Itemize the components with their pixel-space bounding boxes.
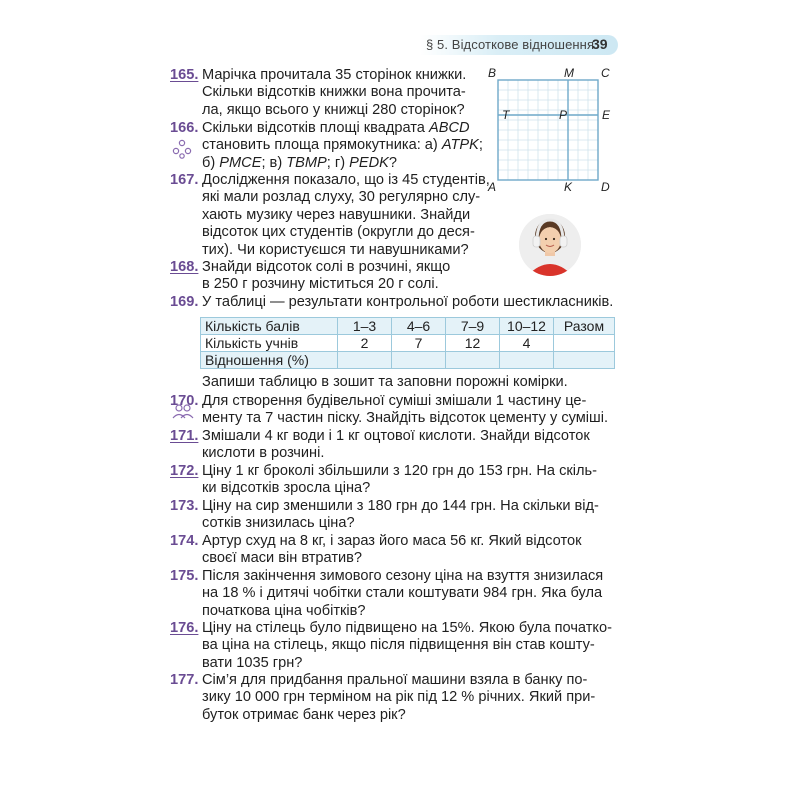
problem-line: Змішали 4 кг води і 1 кг оцтової кислоти. Знайди відсоток	[202, 428, 590, 444]
table-row	[201, 335, 615, 352]
problem-number: 176.	[170, 620, 199, 636]
vertex-label: D	[601, 180, 610, 194]
table-cell: 4	[500, 335, 554, 352]
text: ?	[388, 154, 398, 171]
square-figure	[488, 66, 618, 196]
problem-line: ки відсотків зросла ціна?	[202, 480, 371, 497]
text: ;	[478, 137, 483, 154]
problem-line: Знайди відсоток солі в розчині, якщо	[202, 259, 451, 275]
problem-line: Для створення будівельної суміші змішали 1 частину це-	[202, 393, 587, 409]
table-cell: 12	[446, 335, 500, 352]
vertex-label: A	[488, 180, 497, 194]
problem-number: 175.	[170, 568, 199, 584]
vertex-label: E	[602, 108, 611, 122]
problem-169-instruction: Запиши таблицю в зошит та заповни порожні комірки.	[202, 374, 568, 390]
table-cell	[338, 352, 392, 369]
headphones-icon	[519, 214, 581, 276]
problem-line: сотків знизилась ціна?	[202, 515, 355, 532]
problem-line: вати 1035 грн?	[202, 654, 303, 671]
text: ; в)	[261, 154, 287, 171]
table-cell: 7–9	[446, 318, 500, 335]
problem-line: своєї маси він втратив?	[202, 550, 363, 567]
table-cell	[554, 335, 615, 352]
problem-line: Після закінчення зимового сезону ціна на взуття знизилася	[202, 568, 604, 584]
problem-line: Ціну на стілець було підвищено на 15%. Якою була початко-	[202, 620, 612, 636]
table-cell	[500, 352, 554, 369]
text: PMCE	[219, 154, 262, 171]
table-cell: Відношення (%)	[201, 352, 338, 369]
text: ABCD	[428, 120, 470, 136]
table-cell: 7	[392, 335, 446, 352]
section-title: § 5. Відсоткове відношення	[426, 37, 595, 52]
table-cell: Кількість учнів	[201, 335, 338, 352]
problem-number: 174.	[170, 533, 199, 549]
table-cell: 10–12	[500, 318, 554, 335]
problem-number: 173.	[170, 498, 199, 514]
problem-number: 171.	[170, 428, 199, 444]
table-row	[201, 318, 615, 335]
problem-line: тих). Чи користуєшся ти навушниками?	[202, 241, 469, 258]
vertex-label: T	[502, 108, 510, 122]
vertex-label: C	[601, 66, 610, 80]
table-cell: Кількість балів	[201, 318, 338, 335]
table-cell: 2	[338, 335, 392, 352]
problem-number: 169.	[170, 294, 199, 310]
page-number: 39	[592, 36, 608, 52]
problem-line: на 18 % і дитячі чобітки стали коштувати 984 грн. Яка була	[202, 585, 603, 602]
problem-line: початкова ціна чобітків?	[202, 602, 366, 619]
problem-line: які мали розлад слуху, 30 регулярно слу-	[202, 189, 481, 206]
problem-line: Сім’я для придбання пральної машини взяла в банку по-	[202, 672, 588, 688]
problem-line: відсоток цих студентів (округли до деся-	[202, 224, 475, 241]
problem-number: 165.	[170, 67, 199, 83]
text: PEDK	[349, 154, 389, 171]
problem-line: Марічка прочитала 35 сторінок книжки.	[202, 67, 467, 83]
problem-line: Ціну на сир зменшили з 180 грн до 144 грн. На скільки від-	[202, 498, 599, 514]
text: TBMP	[286, 154, 327, 171]
problem-line: зику 10 000 грн терміном на рік під 12 % річних. Який при-	[202, 689, 596, 706]
vertex-label: K	[564, 180, 573, 194]
problem-line: Скільки відсотків книжки вона прочита-	[202, 84, 466, 101]
text: ATPK	[441, 137, 479, 154]
results-table	[200, 317, 615, 369]
problem-line: Дослідження показало, що із 45 студентів,	[202, 172, 490, 188]
problem-line: Артур схуд на 8 кг, і зараз його маса 56 кг. Який відсоток	[202, 533, 582, 549]
problem-line: хають музику через навушники. Знайди	[202, 206, 471, 223]
problem-line: У таблиці — результати контрольної роботи шестикласників.	[202, 294, 614, 310]
table-cell	[392, 352, 446, 369]
problem-line: Ціну 1 кг броколі збільшили з 120 грн до 153 грн. На скіль-	[202, 463, 597, 479]
table-row	[201, 352, 615, 369]
vertex-label: M	[564, 66, 574, 80]
group-work-icon	[172, 139, 192, 159]
problem-line: в 250 г розчину міститься 20 г солі.	[202, 276, 439, 293]
problem-number: 166.	[170, 120, 199, 136]
problem-line: ла, якщо всього у книжці 280 сторінок?	[202, 101, 465, 118]
table-cell	[446, 352, 500, 369]
problem-line: менту та 7 частин піску. Знайдіть відсоток цементу у суміші.	[202, 410, 609, 427]
table-cell: Разом	[554, 318, 615, 335]
problem-line: кислоти в розчині.	[202, 445, 325, 462]
table-cell: 1–3	[338, 318, 392, 335]
pair-work-icon	[172, 403, 194, 419]
text: ; г)	[326, 154, 350, 171]
square-grid	[488, 66, 618, 196]
problem-line: ва ціна на стілець, якщо після підвищення він став кошту-	[202, 637, 595, 654]
text: б)	[202, 154, 220, 171]
problem-number: 172.	[170, 463, 199, 479]
section-header	[420, 35, 618, 55]
problem-number: 167.	[170, 172, 199, 188]
text: становить площа прямокутника: а)	[202, 137, 442, 154]
problem-line: буток отримає банк через рік?	[202, 706, 406, 723]
problem-number: 170.	[170, 393, 199, 409]
problem-number: 177.	[170, 672, 199, 688]
vertex-label: P	[559, 108, 568, 122]
problem-number: 168.	[170, 259, 199, 275]
text: Скільки відсотків площі квадрата	[202, 120, 429, 136]
vertex-label: B	[488, 66, 497, 80]
girl-headphones-image	[519, 214, 581, 276]
table-cell	[554, 352, 615, 369]
table-cell: 4–6	[392, 318, 446, 335]
